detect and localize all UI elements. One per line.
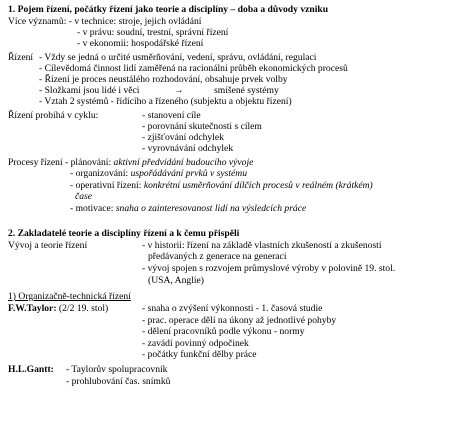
rizeni-item-5: - Vztah 2 systémů - řídícího a řízeného (subjektu a objektu řízení) <box>39 96 292 107</box>
proces-0-text: aktivní předvídání budoucího vývoje <box>113 157 254 168</box>
rizeni-item-0: - Vždy se jedná o určité usměrňování, vedení, správu, ovládání, regulaci <box>39 52 317 63</box>
proces-0-label: - plánování: <box>65 157 112 168</box>
rizeni-item-4: smíšené systémy <box>214 85 279 96</box>
vice-item-0: - v technice: stroje, jejich ovládání <box>68 16 202 27</box>
proces-1-text: uspořádávání prvků v systému <box>130 168 248 179</box>
cyklus-item-2: - zjišťování odchylek <box>142 132 224 143</box>
procesy-label: Procesy řízení <box>8 157 63 168</box>
proces-4-text: snaha o zainteresovanost lidí na výsledcích práce <box>115 203 307 214</box>
proces-3-text: čase <box>75 191 93 202</box>
rizeni-item-1: - Cílevědomá činnost lidí zaměřená na racionální průběh ekonomických procesů <box>39 63 348 74</box>
taylor-name: F.W.Taylor: <box>8 303 57 314</box>
org-heading: 1) Organizačně-technická řízení <box>8 291 131 302</box>
proces-2-label: - operativní řízení: <box>70 180 142 191</box>
procesy-line-2 <box>70 180 373 191</box>
gantt-name: H.L.Gantt: <box>8 364 54 375</box>
cyklus-item-1: - porovnání skutečnosti s cílem <box>142 121 262 132</box>
taylor-period: (2/2 19. stol) <box>58 303 109 314</box>
section-1-heading: 1. Pojem řízení, počátky řízení jako teorie a disciplíny – doba a důvody vzniku <box>8 4 329 15</box>
vice-item-1: - v právu: soudní, trestní, správní řízení <box>77 27 229 38</box>
cyklus-item-0: - stanovení cíle <box>142 110 201 121</box>
proces-1-label: - organizování: <box>70 168 129 179</box>
vice-line-1 <box>8 16 201 27</box>
taylor-item-4: - počátky funkční dělby práce <box>142 349 257 360</box>
gantt-item-1: - prohlubování čas. snímků <box>66 376 171 387</box>
section-2-heading: 2. Zakladatelé teorie a disciplíny řízení a k čemu přispěli <box>8 228 240 239</box>
proces-4-label: - motivace: <box>70 203 114 214</box>
vice-label: Více významů <box>8 16 64 27</box>
taylor-item-1: - prac. operace dělí na úkony až jednotlivé pohyby <box>142 315 337 326</box>
vyvoj-item-0: - v historii: řízení na základě vlastních zkušeností a zkušeností <box>142 240 382 251</box>
vyvoj-item-1: předávaných z generace na generaci <box>148 251 287 262</box>
rizeni-item-3: - Složkami jsou lidé i věci <box>39 85 140 96</box>
proces-2-text: konkrétní usměrňování dílčích procesů v reálném (krátkém) <box>143 180 373 191</box>
vice-sep: : <box>63 16 69 27</box>
rizeni-item-2: - Řízení je proces neustálého rozhodování, obsahuje prvek volby <box>39 74 288 85</box>
taylor-item-2: - dělení pracovníků podle výkonu - normy <box>142 326 305 337</box>
cyklus-label: Řízení probíhá v cyklu: <box>8 110 99 121</box>
vyvoj-item-3: (USA, Anglie) <box>148 275 204 286</box>
cyklus-item-3: - vyrovnávání odchylek <box>142 143 234 154</box>
arrow-right-icon: → <box>174 85 184 96</box>
vyvoj-label: Vývoj a teorie řízení <box>8 240 88 251</box>
vice-item-2: - v ekonomii: hospodářské řízení <box>77 38 204 49</box>
vyvoj-item-2: - vývoj spojen s rozvojem průmyslové výroby v polovině 19. stol. <box>142 263 396 274</box>
procesy-line-4 <box>70 203 306 214</box>
procesy-line-0 <box>8 157 253 168</box>
gantt-item-0: - Taylorův spolupracovník <box>66 364 168 375</box>
procesy-line-1 <box>70 168 247 179</box>
rizeni-label: Řízení <box>8 52 34 63</box>
taylor-item-3: - zavádí povinný odpočinek <box>142 338 249 349</box>
taylor-item-0: - snaha o zvýšení výkonnosti - 1. časová studie <box>142 303 323 314</box>
taylor-line <box>8 303 108 314</box>
